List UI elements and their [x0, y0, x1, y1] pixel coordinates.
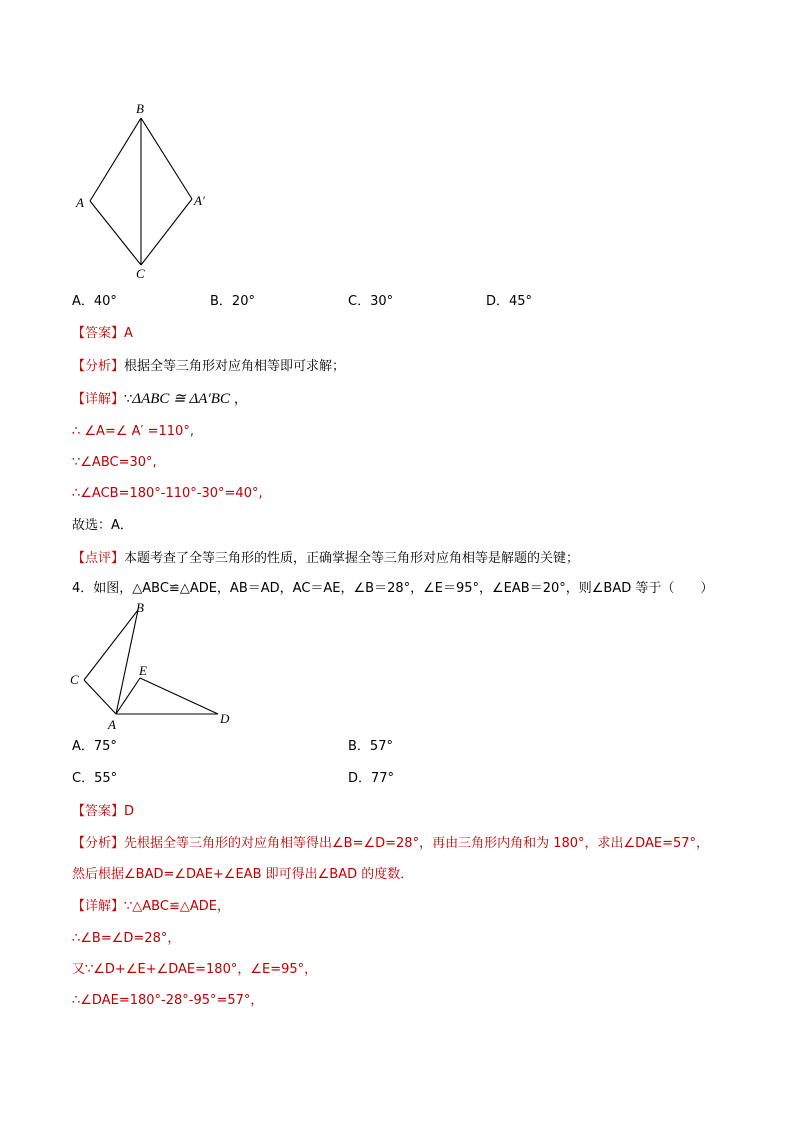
q3-choose: 故选：A．	[72, 518, 133, 533]
vertex-label-c: C	[70, 672, 79, 687]
q3-detail-comma: ，	[229, 392, 248, 407]
q3-comment-tag: 【点评】	[72, 551, 125, 566]
q3-option-d: D．45°	[486, 294, 533, 309]
q3-analysis-text: 根据全等三角形对应角相等即可求解；	[124, 359, 346, 374]
q4-step-3: ∴∠DAE=180°-28°-95°=57°，	[72, 993, 264, 1008]
q4-detail-text: ∵△ABC≌△ADE，	[124, 899, 230, 914]
q3-detail-line	[72, 391, 247, 408]
q3-analysis-tag: 【分析】	[72, 359, 125, 374]
q3-option-c: C．30°	[348, 294, 394, 309]
q3-step-2: ∵∠ABC=30°,	[72, 455, 157, 470]
q4-analysis-line-2: 然后根据∠BAD=∠DAE+∠EAB 即可得出∠BAD 的度数．	[72, 867, 414, 882]
figure-1-quadrilateral	[60, 95, 220, 285]
q4-analysis-line-1	[72, 836, 709, 852]
q4-option-a: A．75°	[72, 739, 117, 754]
q3-detail-because: ∵	[124, 392, 133, 407]
vertex-label-e: E	[139, 663, 147, 678]
q3-step-1: ∴ ∠A=∠ A′ =110°,	[72, 424, 194, 439]
q3-answer-line	[72, 326, 133, 342]
q4-detail-tag: 【详解】	[72, 899, 125, 914]
vertex-label-a-prime: A′	[194, 193, 205, 208]
q3-analysis-line	[72, 359, 345, 375]
q3-answer-tag: 【答案】	[72, 326, 125, 341]
q4-stem: 4．如图，△ABC≌△ADE，AB＝AD，AC＝AE，∠B＝28°，∠E＝95°，∠EAB＝20°，则∠BAD 等于（ ）	[72, 581, 714, 596]
q4-step-1: ∴∠B=∠D=28°，	[72, 931, 181, 946]
q4-answer-tag: 【答案】	[72, 804, 125, 819]
segment-ca	[84, 680, 116, 714]
q4-option-d: D．77°	[348, 771, 395, 786]
segment-a-prime-c	[141, 199, 192, 265]
vertex-label-b: B	[136, 101, 144, 116]
figure-2-triangles	[60, 598, 240, 738]
q3-step-3: ∴∠ACB=180°-110°-30°=40°,	[72, 486, 263, 501]
vertex-label-a: A	[108, 717, 116, 732]
segment-bc	[84, 610, 138, 680]
segment-ac	[90, 201, 141, 265]
q4-detail-line	[72, 899, 230, 915]
segment-ed	[140, 678, 218, 714]
segment-ba	[90, 118, 141, 201]
q4-step-2: 又∵∠D+∠E+∠DAE=180°，∠E=95°，	[72, 962, 318, 977]
q3-option-a: A．40°	[72, 294, 117, 309]
q3-option-b: B．20°	[210, 294, 255, 309]
q4-analysis-text-1: 先根据全等三角形的对应角相等得出∠B=∠D=28°，再由三角形内角和为 180°，求出∠DAE=57°，	[124, 836, 710, 851]
q3-detail-tag: 【详解】	[72, 392, 125, 407]
q3-comment-line	[72, 551, 579, 567]
q4-answer-value: D	[124, 804, 135, 819]
vertex-label-a: A	[76, 195, 84, 210]
vertex-label-c: C	[136, 266, 145, 281]
q4-analysis-tag: 【分析】	[72, 836, 125, 851]
q4-option-c: C．55°	[72, 771, 118, 786]
q3-answer-value: A	[124, 326, 133, 341]
q4-answer-line	[72, 804, 134, 820]
q3-detail-congruence: ΔABC ≅ ΔA′BC	[132, 391, 230, 407]
q4-option-b: B．57°	[348, 739, 393, 754]
vertex-label-b: B	[136, 600, 144, 615]
vertex-label-d: D	[220, 711, 230, 726]
q3-comment-text: 本题考查了全等三角形的性质，正确掌握全等三角形对应角相等是解题的关键；	[124, 551, 580, 566]
segment-ba-prime	[141, 118, 192, 199]
